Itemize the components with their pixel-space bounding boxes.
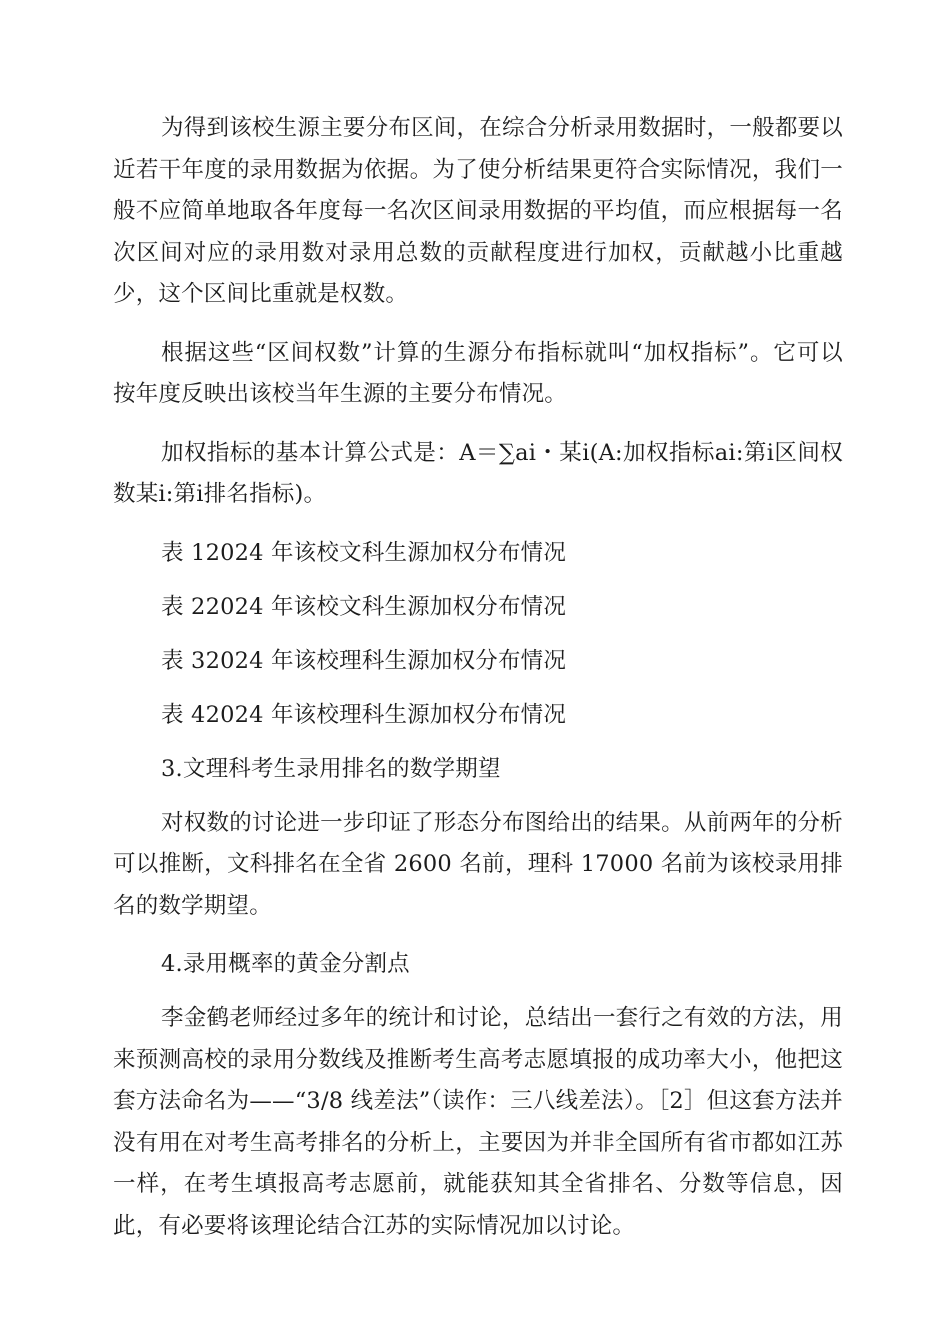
table-caption-4: 表 42024 年该校理科生源加权分布情况 — [161, 701, 567, 728]
paragraph-formula: 加权指标的基本计算公式是：A＝∑ai・某i(A:加权指标ai:第i区间权数某i:第i排名指标)。 — [113, 439, 843, 507]
table-caption-3: 表 32024 年该校理科生源加权分布情况 — [161, 647, 567, 674]
table-caption-1: 表 12024 年该校文科生源加权分布情况 — [161, 539, 567, 566]
table-caption-2: 表 22024 年该校文科生源加权分布情况 — [161, 593, 567, 620]
section-4-body: 李金鹤老师经过多年的统计和讨论，总结出一套行之有效的方法，用来预测高校的录用分数线及推断考生高考志愿填报的成功率大小，他把这套方法命名为——“3/8 线差法”（读作：三八线差法）。［2］但这套方法并没有用在对考生高考排名的分析上，主要因为并非全国所有省市都如江苏一样，在考生填报高考志愿前，就能获知其全省排名、分数等信息，因此，有必要将该理论结合江苏的实际情况加以讨论。 — [113, 1005, 843, 1239]
paragraph-weighting-intro: 为得到该校生源主要分布区间，在综合分析录用数据时，一般都要以近若干年度的录用数据为依据。为了使分析结果更符合实际情况，我们一般不应简单地取各年度每一名次区间录用数据的平均值，而应根据每一名次区间对应的录用数对录用总数的贡献程度进行加权，贡献越小比重越少，这个区间比重就是权数。 — [113, 115, 843, 307]
document-page — [113, 108, 843, 1264]
section-3-heading: 3.文理科考生录用排名的数学期望 — [161, 755, 501, 782]
section-3-body: 对权数的讨论进一步印证了形态分布图给出的结果。从前两年的分析可以推断，文科排名在全省 2600 名前，理科 17000 名前为该校录用排名的数学期望。 — [113, 809, 843, 919]
section-4-heading: 4.录用概率的黄金分割点 — [161, 951, 410, 977]
paragraph-weighted-indicator: 根据这些“区间权数”计算的生源分布指标就叫“加权指标”。它可以按年度反映出该校当年生源的主要分布情况。 — [113, 339, 843, 407]
